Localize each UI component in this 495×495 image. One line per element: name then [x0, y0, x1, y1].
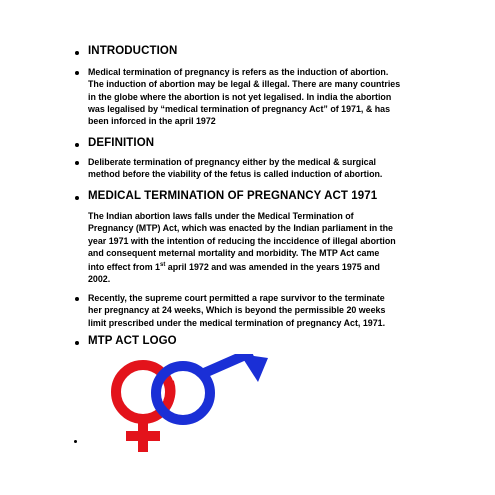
- bullet: [75, 51, 79, 55]
- supreme-court-text: Recently, the supreme court permitted a rape survivor to the terminate her pregnancy at 24 weeks, Which is beyond the permissible 20 weeks limit prescribed under the medical termination of pregnancy Act, 1971.: [88, 293, 386, 328]
- mtp-act-heading: MEDICAL TERMINATION OF PREGNANCY ACT 1971: [88, 190, 378, 202]
- definition-heading: DEFINITION: [88, 137, 155, 149]
- female-male-symbols-icon: [80, 354, 280, 454]
- bullet: [75, 297, 79, 301]
- logo-heading: MTP ACT LOGO: [88, 335, 177, 347]
- mtp-act-text: The Indian abortion laws falls under the Medical Termination of Pregnancy (MTP) Act, which was enacted by the Indian parliament in the year 1971 with the intention of reducing the inccidence of illegal abortion and consequent meternal mortality and morbidity. The MTP Act came into effect from 1st april 1972 and was amended in the years 1975 and 2002.: [88, 211, 396, 285]
- introduction-heading: INTRODUCTION: [88, 45, 178, 57]
- bullet: [75, 71, 79, 75]
- bullet: [75, 161, 79, 165]
- definition-text: Deliberate termination of pregnancy either by the medical & surgical method before the viability of the fetus is called induction of abortion.: [88, 157, 383, 180]
- bullet: [75, 143, 79, 147]
- bullet: [74, 440, 77, 443]
- bullet: [75, 341, 79, 345]
- bullet: [75, 196, 79, 200]
- introduction-text: Medical termination of pregnancy is refers as the induction of abortion. The induction of abortion may be legal & illegal. There are many countries in the globe where the abortion is not yet legalised. In india the abortion was legalised by “medical termination of pregnancy Act” of 1971, & has been inforced in the april 1972: [88, 67, 401, 127]
